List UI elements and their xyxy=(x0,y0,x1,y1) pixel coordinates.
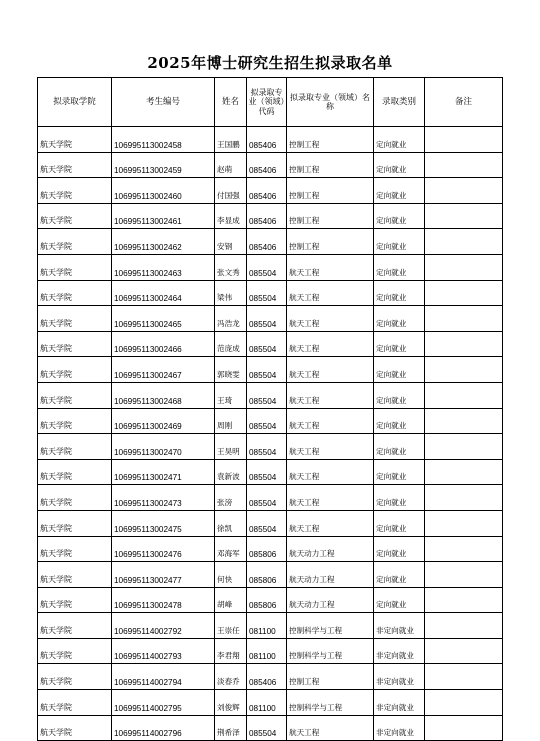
table-row xyxy=(38,562,503,588)
candidate-id-cell: 106995114002793 xyxy=(112,638,215,664)
admission-type-cell: 定向就业 xyxy=(374,254,425,280)
name-cell: 郭晓雯 xyxy=(215,357,247,383)
admission-type-cell: 定向就业 xyxy=(374,280,425,306)
candidate-id-cell: 106995113002461 xyxy=(112,203,215,229)
major-name-cell: 航天工程 xyxy=(287,357,374,383)
admission-type-cell: 定向就业 xyxy=(374,127,425,153)
name-cell: 淡春乔 xyxy=(215,664,247,690)
name-cell: 何快 xyxy=(215,562,247,588)
name-cell: 付国强 xyxy=(215,178,247,204)
college-cell: 航天学院 xyxy=(38,536,112,562)
major-name-cell: 控制科学与工程 xyxy=(287,613,374,639)
remarks-cell xyxy=(425,459,503,485)
table-row xyxy=(38,690,503,716)
remarks-cell xyxy=(425,254,503,280)
major-code-cell: 085504 xyxy=(247,254,287,280)
table-row xyxy=(38,638,503,664)
major-code-cell: 085406 xyxy=(247,127,287,153)
name-cell: 袁新波 xyxy=(215,459,247,485)
major-code-cell: 085504 xyxy=(247,510,287,536)
college-cell: 航天学院 xyxy=(38,587,112,613)
college-cell: 航天学院 xyxy=(38,331,112,357)
major-code-cell: 085504 xyxy=(247,485,287,511)
name-cell: 张文秀 xyxy=(215,254,247,280)
major-code-cell: 085504 xyxy=(247,408,287,434)
major-code-cell: 085504 xyxy=(247,715,287,741)
major-name-cell: 航天工程 xyxy=(287,434,374,460)
table-row xyxy=(38,613,503,639)
remarks-cell xyxy=(425,510,503,536)
college-cell: 航天学院 xyxy=(38,229,112,255)
remarks-cell xyxy=(425,357,503,383)
name-cell: 徐凯 xyxy=(215,510,247,536)
name-cell: 张滂 xyxy=(215,485,247,511)
admission-type-cell: 定向就业 xyxy=(374,459,425,485)
table-row xyxy=(38,536,503,562)
major-code-cell: 085504 xyxy=(247,306,287,332)
candidate-id-cell: 106995113002467 xyxy=(112,357,215,383)
table-row xyxy=(38,331,503,357)
table-row xyxy=(38,306,503,332)
major-code-cell: 085806 xyxy=(247,562,287,588)
remarks-cell xyxy=(425,203,503,229)
college-cell: 航天学院 xyxy=(38,690,112,716)
header-major-name: 拟录取专业（领域）名称 xyxy=(287,78,374,127)
remarks-cell xyxy=(425,638,503,664)
name-cell: 胡峰 xyxy=(215,587,247,613)
admission-type-cell: 定向就业 xyxy=(374,357,425,383)
table-row xyxy=(38,408,503,434)
major-name-cell: 控制科学与工程 xyxy=(287,638,374,664)
remarks-cell xyxy=(425,178,503,204)
admission-type-cell: 定向就业 xyxy=(374,485,425,511)
major-name-cell: 航天动力工程 xyxy=(287,536,374,562)
name-cell: 王琦 xyxy=(215,382,247,408)
candidate-id-cell: 106995113002473 xyxy=(112,485,215,511)
admission-type-cell: 非定向就业 xyxy=(374,715,425,741)
table-row xyxy=(38,434,503,460)
candidate-id-cell: 106995113002466 xyxy=(112,331,215,357)
college-cell: 航天学院 xyxy=(38,562,112,588)
remarks-cell xyxy=(425,664,503,690)
name-cell: 王昊明 xyxy=(215,434,247,460)
major-name-cell: 控制工程 xyxy=(287,178,374,204)
remarks-cell xyxy=(425,127,503,153)
candidate-id-cell: 106995113002477 xyxy=(112,562,215,588)
admission-type-cell: 定向就业 xyxy=(374,562,425,588)
candidate-id-cell: 106995113002476 xyxy=(112,536,215,562)
table-row xyxy=(38,178,503,204)
college-cell: 航天学院 xyxy=(38,357,112,383)
college-cell: 航天学院 xyxy=(38,664,112,690)
table-row xyxy=(38,664,503,690)
name-cell: 刘俊辉 xyxy=(215,690,247,716)
admission-type-cell: 定向就业 xyxy=(374,229,425,255)
college-cell: 航天学院 xyxy=(38,485,112,511)
candidate-id-cell: 106995113002462 xyxy=(112,229,215,255)
major-name-cell: 航天工程 xyxy=(287,331,374,357)
admission-type-cell: 定向就业 xyxy=(374,331,425,357)
candidate-id-cell: 106995113002475 xyxy=(112,510,215,536)
major-code-cell: 081100 xyxy=(247,613,287,639)
major-code-cell: 081100 xyxy=(247,638,287,664)
remarks-cell xyxy=(425,280,503,306)
candidate-id-cell: 106995113002463 xyxy=(112,254,215,280)
major-name-cell: 航天工程 xyxy=(287,382,374,408)
header-candidate-id: 考生编号 xyxy=(112,78,215,127)
admission-type-cell: 定向就业 xyxy=(374,152,425,178)
name-cell: 周刚 xyxy=(215,408,247,434)
major-code-cell: 085406 xyxy=(247,178,287,204)
remarks-cell xyxy=(425,562,503,588)
admission-type-cell: 定向就业 xyxy=(374,587,425,613)
major-code-cell: 085504 xyxy=(247,331,287,357)
table-row xyxy=(38,280,503,306)
major-name-cell: 航天工程 xyxy=(287,254,374,280)
name-cell: 赵萌 xyxy=(215,152,247,178)
header-name: 姓名 xyxy=(215,78,247,127)
admission-type-cell: 定向就业 xyxy=(374,382,425,408)
college-cell: 航天学院 xyxy=(38,459,112,485)
page-title: 2025年博士研究生招生拟录取名单 xyxy=(147,54,393,72)
admission-type-cell: 定向就业 xyxy=(374,510,425,536)
name-cell: 邓海军 xyxy=(215,536,247,562)
name-cell: 李显成 xyxy=(215,203,247,229)
candidate-id-cell: 106995113002458 xyxy=(112,127,215,153)
candidate-id-cell: 106995113002468 xyxy=(112,382,215,408)
remarks-cell xyxy=(425,331,503,357)
candidate-id-cell: 106995113002470 xyxy=(112,434,215,460)
table-row xyxy=(38,485,503,511)
candidate-id-cell: 106995113002464 xyxy=(112,280,215,306)
remarks-cell xyxy=(425,382,503,408)
major-name-cell: 航天动力工程 xyxy=(287,562,374,588)
admission-type-cell: 非定向就业 xyxy=(374,638,425,664)
major-code-cell: 085504 xyxy=(247,280,287,306)
major-name-cell: 航天工程 xyxy=(287,408,374,434)
college-cell: 航天学院 xyxy=(38,638,112,664)
remarks-cell xyxy=(425,587,503,613)
header-remarks: 备注 xyxy=(425,78,503,127)
college-cell: 航天学院 xyxy=(38,613,112,639)
major-code-cell: 081100 xyxy=(247,690,287,716)
college-cell: 航天学院 xyxy=(38,178,112,204)
college-cell: 航天学院 xyxy=(38,408,112,434)
remarks-cell xyxy=(425,152,503,178)
major-code-cell: 085806 xyxy=(247,536,287,562)
table-row xyxy=(38,127,503,153)
admission-type-cell: 定向就业 xyxy=(374,306,425,332)
major-code-cell: 085504 xyxy=(247,459,287,485)
header-college: 拟录取学院 xyxy=(38,78,112,127)
college-cell: 航天学院 xyxy=(38,280,112,306)
table-header-row xyxy=(38,78,503,127)
admission-type-cell: 定向就业 xyxy=(374,434,425,460)
major-code-cell: 085806 xyxy=(247,587,287,613)
admission-type-cell: 定向就业 xyxy=(374,408,425,434)
table-row xyxy=(38,459,503,485)
remarks-cell xyxy=(425,613,503,639)
table-row xyxy=(38,203,503,229)
admission-type-cell: 定向就业 xyxy=(374,536,425,562)
table-row xyxy=(38,152,503,178)
table-row xyxy=(38,382,503,408)
major-code-cell: 085504 xyxy=(247,382,287,408)
major-name-cell: 控制工程 xyxy=(287,229,374,255)
major-name-cell: 航天工程 xyxy=(287,280,374,306)
admission-type-cell: 定向就业 xyxy=(374,203,425,229)
college-cell: 航天学院 xyxy=(38,510,112,536)
major-name-cell: 航天工程 xyxy=(287,510,374,536)
remarks-cell xyxy=(425,306,503,332)
major-name-cell: 控制工程 xyxy=(287,152,374,178)
candidate-id-cell: 106995114002794 xyxy=(112,664,215,690)
candidate-id-cell: 106995113002460 xyxy=(112,178,215,204)
college-cell: 航天学院 xyxy=(38,152,112,178)
admission-type-cell: 非定向就业 xyxy=(374,613,425,639)
table-row xyxy=(38,357,503,383)
remarks-cell xyxy=(425,229,503,255)
major-code-cell: 085406 xyxy=(247,229,287,255)
major-name-cell: 航天工程 xyxy=(287,459,374,485)
major-code-cell: 085504 xyxy=(247,434,287,460)
name-cell: 梁伟 xyxy=(215,280,247,306)
table-row xyxy=(38,510,503,536)
major-name-cell: 航天工程 xyxy=(287,715,374,741)
name-cell: 王崇任 xyxy=(215,613,247,639)
major-name-cell: 航天动力工程 xyxy=(287,587,374,613)
major-code-cell: 085406 xyxy=(247,152,287,178)
header-admission-type: 录取类别 xyxy=(374,78,425,127)
name-cell: 李君翔 xyxy=(215,638,247,664)
table-row xyxy=(38,254,503,280)
remarks-cell xyxy=(425,536,503,562)
major-code-cell: 085406 xyxy=(247,664,287,690)
admission-type-cell: 非定向就业 xyxy=(374,690,425,716)
major-name-cell: 控制科学与工程 xyxy=(287,690,374,716)
admission-table xyxy=(37,77,503,741)
major-name-cell: 控制工程 xyxy=(287,127,374,153)
table-row xyxy=(38,715,503,741)
major-code-cell: 085504 xyxy=(247,357,287,383)
candidate-id-cell: 106995113002469 xyxy=(112,408,215,434)
major-name-cell: 控制工程 xyxy=(287,203,374,229)
name-cell: 范庞成 xyxy=(215,331,247,357)
name-cell: 王国鹏 xyxy=(215,127,247,153)
name-cell: 冯浩龙 xyxy=(215,306,247,332)
table-row xyxy=(38,229,503,255)
name-cell: 荆希泽 xyxy=(215,715,247,741)
candidate-id-cell: 106995114002796 xyxy=(112,715,215,741)
major-name-cell: 航天工程 xyxy=(287,485,374,511)
college-cell: 航天学院 xyxy=(38,382,112,408)
major-name-cell: 控制工程 xyxy=(287,664,374,690)
candidate-id-cell: 106995114002795 xyxy=(112,690,215,716)
major-name-cell: 航天工程 xyxy=(287,306,374,332)
admission-type-cell: 非定向就业 xyxy=(374,664,425,690)
table-body xyxy=(38,127,503,741)
remarks-cell xyxy=(425,408,503,434)
college-cell: 航天学院 xyxy=(38,434,112,460)
candidate-id-cell: 106995113002459 xyxy=(112,152,215,178)
college-cell: 航天学院 xyxy=(38,306,112,332)
candidate-id-cell: 106995113002478 xyxy=(112,587,215,613)
college-cell: 航天学院 xyxy=(38,203,112,229)
name-cell: 安钢 xyxy=(215,229,247,255)
remarks-cell xyxy=(425,485,503,511)
major-code-cell: 085406 xyxy=(247,203,287,229)
remarks-cell xyxy=(425,690,503,716)
remarks-cell xyxy=(425,715,503,741)
candidate-id-cell: 106995113002471 xyxy=(112,459,215,485)
college-cell: 航天学院 xyxy=(38,254,112,280)
college-cell: 航天学院 xyxy=(38,715,112,741)
candidate-id-cell: 106995114002792 xyxy=(112,613,215,639)
college-cell: 航天学院 xyxy=(38,127,112,153)
header-major-code: 拟录取专业（领域）代码 xyxy=(247,78,287,127)
candidate-id-cell: 106995113002465 xyxy=(112,306,215,332)
table-row xyxy=(38,587,503,613)
remarks-cell xyxy=(425,434,503,460)
admission-type-cell: 定向就业 xyxy=(374,178,425,204)
